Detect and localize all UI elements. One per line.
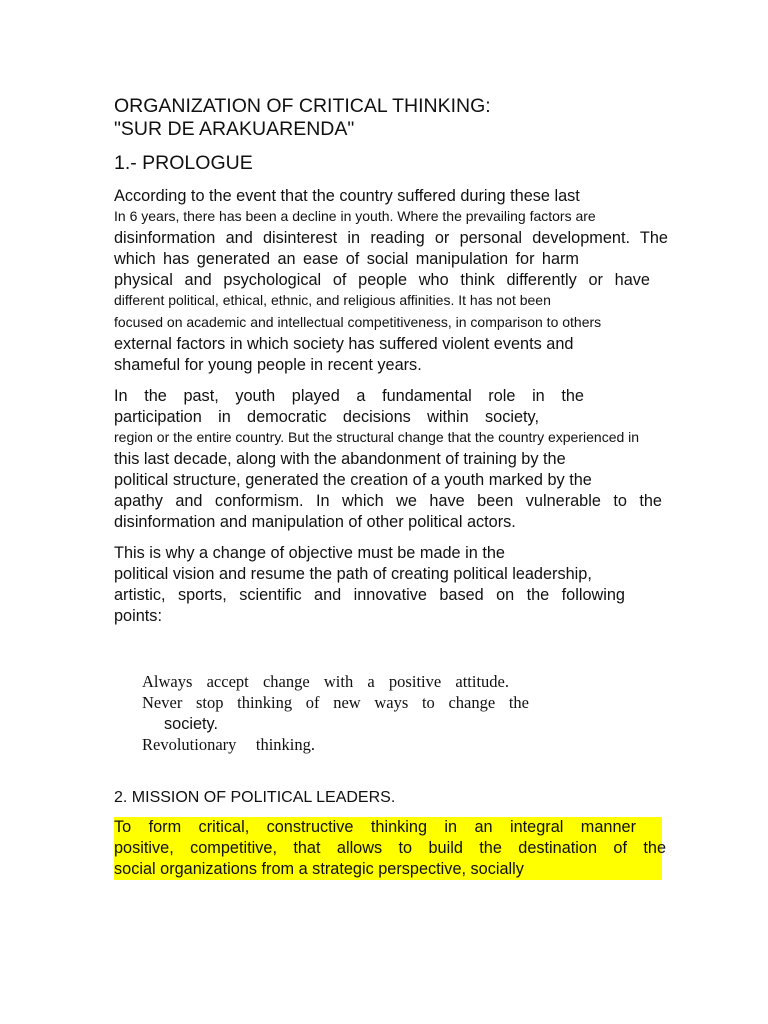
paragraph-line: region or the entire country. But the structural change that the country experienced in: [114, 429, 640, 445]
paragraph-line: shameful for young people in recent years.: [114, 356, 422, 374]
paragraph-line: which has generated an ease of social manipulation for harm: [114, 250, 579, 268]
paragraph-line: According to the event that the country suffered during these last: [114, 187, 580, 205]
paragraph-line: disinformation and manipulation of other political actors.: [114, 513, 516, 531]
paragraph-line: external factors in which society has suffered violent events and: [114, 335, 574, 353]
paragraph-line: physical and psychological of people who think differently or have: [114, 271, 650, 289]
highlighted-line: To form critical, constructive thinking in an integral manner: [114, 818, 636, 836]
list-item: Never stop thinking of new ways to change the: [142, 693, 529, 712]
paragraph-line: political vision and resume the path of creating political leadership,: [114, 565, 592, 583]
paragraph-line: In 6 years, there has been a decline in youth. Where the prevailing factors are: [114, 208, 596, 224]
document-title: [114, 95, 491, 141]
paragraph-line: apathy and conformism. In which we have been vulnerable to the: [114, 492, 662, 510]
paragraph-line: This is why a change of objective must be made in the: [114, 544, 505, 562]
paragraph-line: different political, ethical, ethnic, and religious affinities. It has not been: [114, 292, 551, 308]
list-item: Revolutionary thinking.: [142, 735, 315, 754]
section-2-heading: 2. MISSION OF POLITICAL LEADERS.: [114, 789, 396, 806]
highlighted-line: positive, competitive, that allows to build the destination of the: [114, 839, 666, 857]
paragraph-line: artistic, sports, scientific and innovative based on the following: [114, 586, 625, 604]
paragraph-line: points:: [114, 607, 162, 625]
highlighted-line: social organizations from a strategic perspective, socially: [114, 860, 524, 878]
paragraph-line: disinformation and disinterest in reading or personal development. The: [114, 229, 668, 247]
paragraph-line: In the past, youth played a fundamental role in the: [114, 387, 584, 405]
section-1-heading: 1.- PROLOGUE: [114, 152, 253, 174]
title-line-1: ORGANIZATION OF CRITICAL THINKING:: [114, 95, 491, 117]
paragraph-line: this last decade, along with the abandonment of training by the: [114, 450, 566, 468]
paragraph-line: focused on academic and intellectual competitiveness, in comparison to others: [114, 314, 602, 330]
title-line-2: "SUR DE ARAKUARENDA": [114, 118, 355, 140]
list-item: society.: [164, 715, 218, 733]
paragraph-line: participation in democratic decisions within society,: [114, 408, 539, 426]
paragraph-line: political structure, generated the creation of a youth marked by the: [114, 471, 592, 489]
list-item: Always accept change with a positive attitude.: [142, 672, 509, 691]
